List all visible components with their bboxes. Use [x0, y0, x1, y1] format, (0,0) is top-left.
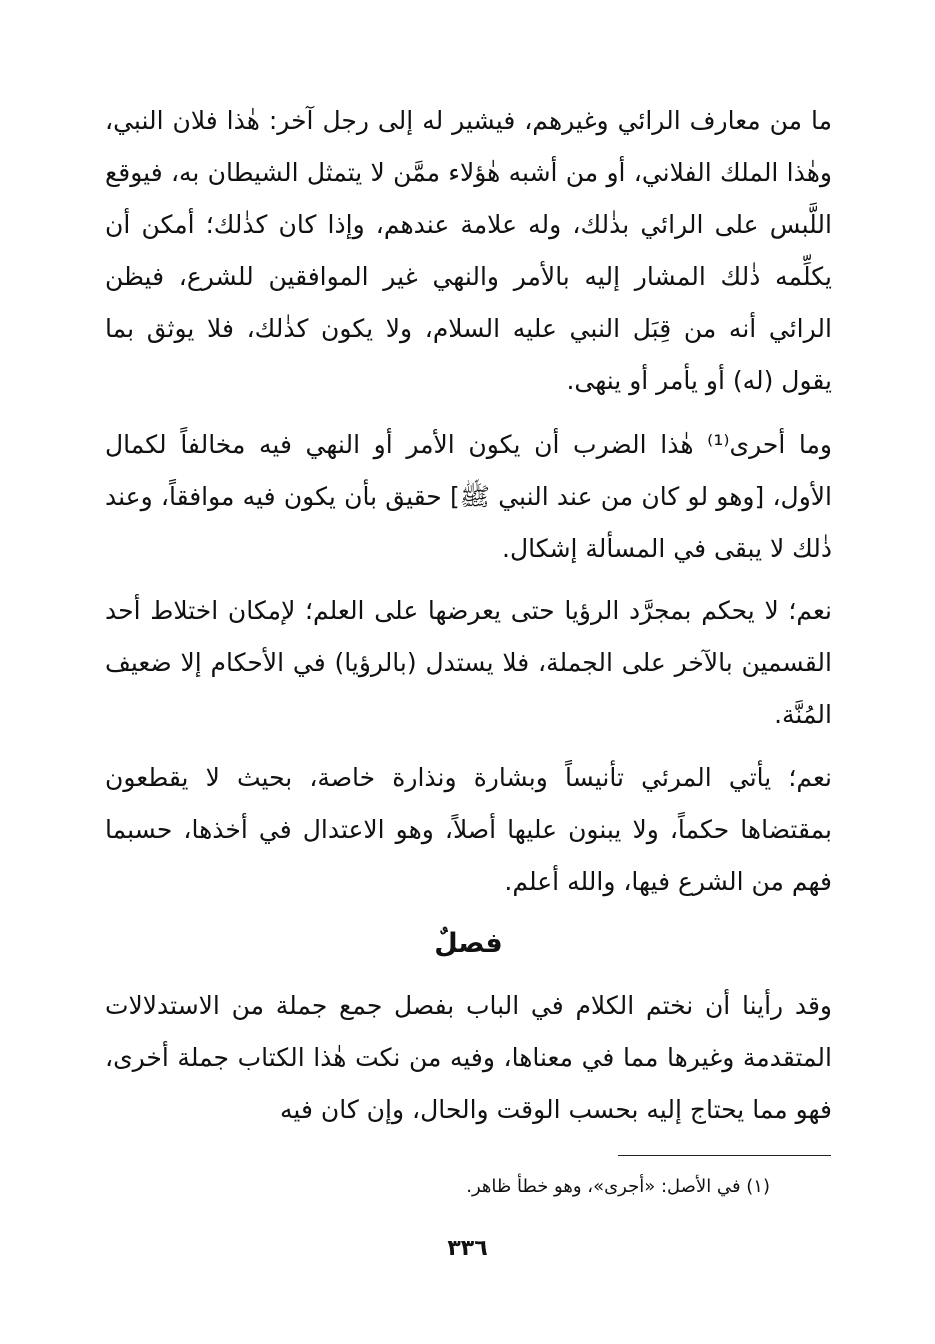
body-paragraph: نعم؛ لا يحكم بمجرَّد الرؤيا حتى يعرضها على العلم؛ لإمكان اختلاط أحد القسمين بالآخر على الجملة، فلا يستدل (بالرؤيا) في الأحكام إلا ضعيف المُنَّة. [105, 596, 832, 729]
footnote: (١) في الأصل: «أجرى»، وهو خطأ ظاهر. [466, 1176, 770, 1197]
body-paragraph: نعم؛ يأتي المرئي تأنيساً وبشارة ونذارة خاصة، بحيث لا يقطعون بمقتضاها حكماً، ولا يبنون عليها أصلاً، وهو الاعتدال في أخذها، حسبما فهم من الشرع فيها، والله أعلم. [105, 763, 832, 896]
body-paragraph: ما من معارف الرائي وغيرهم، فيشير له إلى رجل آخر: هٰذا فلان النبي، وهٰذا الملك الفلاني، أو من أشبه هٰؤلاء ممَّن لا يتمثل الشيطان به، فيوقع اللَّبس على الرائي بذٰلك، وله علامة عندهم، وإذا كان كذٰلك؛ أمكن أن يكلِّمه ذٰلك المشار إليه بالأمر والنهي غير الموافقين للشرع، فيظن الرائي أنه من قِبَل النبي عليه السلام، ولا يكون كذٰلك، فلا يوثق بما يقول (له) أو يأمر أو ينهى. [105, 106, 832, 395]
section-heading: فصلٌ [434, 928, 503, 959]
footnote-divider [618, 1155, 831, 1156]
body-paragraph: وقد رأينا أن نختم الكلام في الباب بفصل جمع جملة من الاستدلالات المتقدمة وغيرها مما في معناها، وفيه من نكت هٰذا الكتاب جملة أخرى، فهو مما يحتاج إليه بحسب الوقت والحال، وإن كان فيه [105, 991, 832, 1124]
body-paragraph: وما أحرى⁽¹⁾ هٰذا الضرب أن يكون الأمر أو النهي فيه مخالفاً لكمال الأول، [وهو لو كان من عند النبي ﷺ] حقيق بأن يكون فيه موافقاً، وعند ذٰلك لا يبقى في المسألة إشكال. [105, 430, 832, 563]
page-number: ٣٣٦ [447, 1236, 488, 1261]
